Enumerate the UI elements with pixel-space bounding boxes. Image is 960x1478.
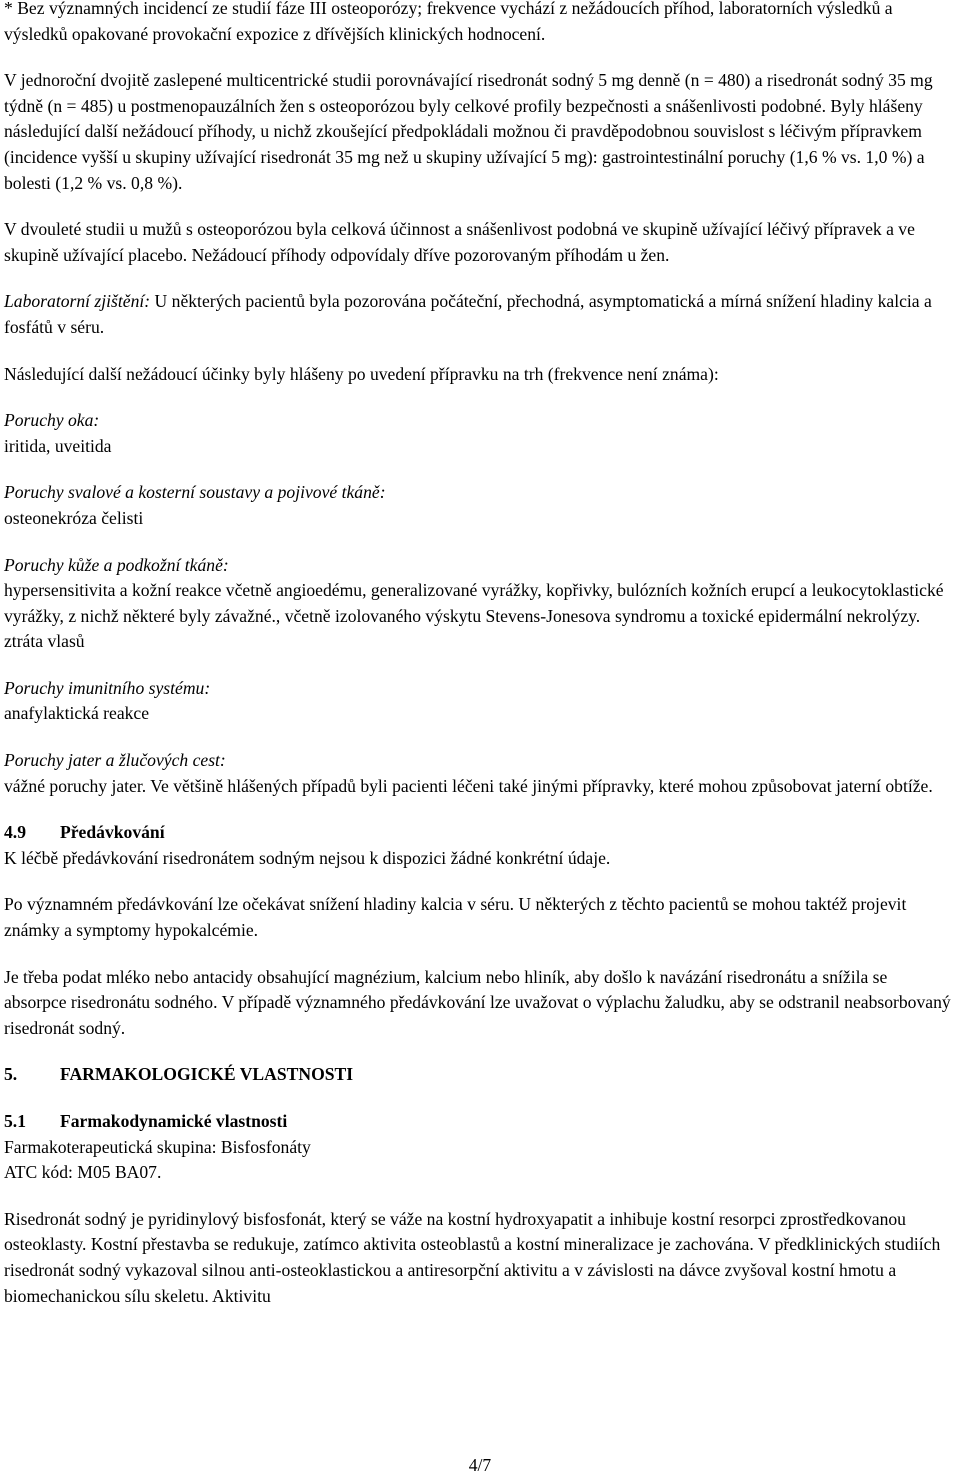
section-4-9-title: Předávkování — [60, 822, 165, 843]
category-liver-items: vážné poruchy jater. Ve většině hlášených případů byli pacienti léčeni také jinými přípravky, které mohou způsobovat jaterní obtíže. — [4, 775, 933, 796]
category-skin: Poruchy kůže a podkožní tkáně: — [4, 554, 229, 575]
section-5-title: FARMAKOLOGICKÉ VLASTNOSTI — [60, 1064, 354, 1085]
lab-findings-paragraph — [4, 289, 954, 340]
category-immune-items: anafylaktická reakce — [4, 703, 150, 724]
lab-findings-label: Laboratorní zjištění: — [4, 291, 151, 312]
section-5-1-heading — [4, 1109, 954, 1135]
section-4-9-p2: Po významném předávkování lze očekávat snížení hladiny kalcia v séru. U některých z těchto pacientů se mohou taktéž projevit známky a symptomy hypokalcémie. — [4, 894, 907, 941]
section-5-1-title: Farmakodynamické vlastnosti — [60, 1111, 288, 1131]
document-page — [4, 0, 954, 1309]
section-5-1-p1: Risedronát sodný je pyridinylový bisfosfonát, který se váže na kostní hydroxyapatit a inhibuje kostní resorpci zprostředkovanou osteoklasty. Kostní přestavba se redukuje, zatímco aktivita osteoblastů a kostní mineralizace je zachována. V předklinických studiích risedronát sodný vykazoval silnou anti-osteoklastickou a antiresorpční aktivitu a v závislosti na dávce zvyšoval kostní hmotu a biomechanickou sílu skeletu. Aktivitu — [4, 1208, 941, 1306]
section-4-9-p1: K léčbě předávkování risedronátem sodným nejsou k dispozici žádné konkrétní údaje. — [4, 847, 611, 868]
category-musculoskeletal: Poruchy svalové a kosterní soustavy a pojivové tkáně: — [4, 482, 386, 503]
category-eye-items: iritida, uveitida — [4, 435, 112, 456]
category-skin-hair-loss: ztráta vlasů — [4, 631, 85, 652]
pharmacotherapeutic-group: Farmakoterapeutická skupina: Bisfosfonáty — [4, 1136, 311, 1157]
lab-findings-text: U některých pacientů byla pozorována počáteční, přechodná, asymptomatická a mírná snížení hladiny kalcia a fosfátů v séru. — [4, 291, 932, 337]
section-5-number: 5. — [4, 1064, 18, 1085]
section-4-9-number: 4.9 — [4, 822, 26, 843]
study-paragraph: V jednoroční dvojitě zaslepené multicentrické studii porovnávající risedronát sodný 5 mg denně (n = 480) a risedronát sodný 35 mg týdně (n = 485) u postmenopauzálních žen s osteoporózou byly celkové profily bezpečnosti a snášenlivosti podobné. Byly hlášeny následující další nežádoucí příhody, u nichž zkoušející předpokládali možnou či pravděpodobnou souvislost s léčivým přípravkem (incidence vyšší u skupiny užívající risedronát 35 mg než u skupiny užívající 5 mg): gastrointestinální poruchy (1,6 % vs. 1,0 %) a bolesti (1,2 % vs. 0,8 %). — [4, 70, 933, 193]
footnote: * Bez významných incidencí ze studií fáze III osteoporózy; frekvence vychází z nežádoucích příhod, laboratorních výsledků a výsledků opakované provokační expozice z dřívějších klinických hodnocení. — [4, 0, 893, 44]
atc-code: ATC kód: M05 BA07. — [4, 1162, 162, 1183]
page-number: 4/7 — [468, 1455, 492, 1475]
postmarketing-paragraph: Následující další nežádoucí účinky byly hlášeny po uvedení přípravku na trh (frekvence není známa): — [4, 363, 719, 384]
section-5-heading — [4, 1062, 954, 1088]
category-musculoskeletal-items: osteonekróza čelisti — [4, 507, 144, 528]
section-4-9-heading — [4, 820, 954, 846]
section-5-1-number: 5.1 — [4, 1111, 26, 1131]
section-4-9-p3: Je třeba podat mléko nebo antacidy obsahující magnézium, kalcium nebo hliník, aby došlo k navázání risedronátu a snížila se absorpce risedronátu sodného. V případě významného předávkování lze uvažovat o výplachu žaludku, aby se odstranil neabsorbovaný risedronát sodný. — [4, 966, 951, 1038]
category-immune: Poruchy imunitního systému: — [4, 677, 211, 698]
category-skin-items: hypersensitivita a kožní reakce včetně angioedému, generalizované vyrážky, kopřivky, bulózních kožních erupcí a leukocytoklastické vyrážky, z nichž některé byly závažné., včetně izolovaného výskytu Stevens-Jonesova syndromu a toxické epidermální nekrolýzy. — [4, 580, 944, 626]
category-liver: Poruchy jater a žlučových cest: — [4, 750, 226, 771]
category-eye: Poruchy oka: — [4, 410, 100, 431]
men-study-paragraph: V dvouleté studii u mužů s osteoporózou byla celková účinnost a snášenlivost podobná ve skupině užívající léčivý přípravek a ve skupině užívající placebo. Nežádoucí příhody odpovídaly dříve pozorovaným příhodám u žen. — [4, 219, 915, 265]
